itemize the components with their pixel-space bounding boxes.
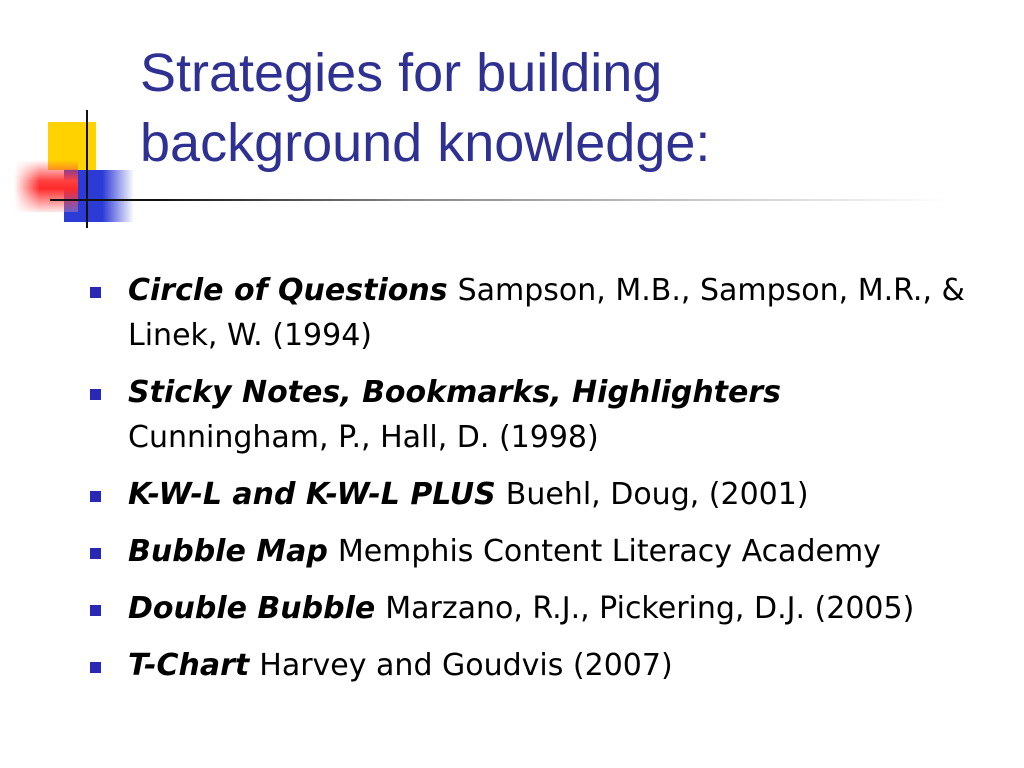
red-square-shape [14, 160, 78, 212]
title-line-2: background knowledge: [140, 113, 711, 173]
list-item [90, 370, 1020, 460]
strategy-citation: Harvey and Goudvis (2007) [259, 648, 673, 683]
slide-title [140, 38, 1000, 178]
list-item [90, 268, 1020, 358]
strategy-citation: Memphis Content Literacy Academy [337, 534, 881, 569]
square-bullet-icon [90, 287, 101, 298]
list-item [90, 643, 1020, 688]
list-item [90, 472, 1020, 517]
square-bullet-icon [90, 491, 101, 502]
strategy-term: Sticky Notes, Bookmarks, Highlighters [128, 375, 782, 410]
strategy-term: Bubble Map [128, 534, 328, 569]
title-underline-rule [50, 199, 950, 201]
square-bullet-icon [90, 389, 101, 400]
strategy-term: T-Chart [128, 648, 250, 683]
square-bullet-icon [90, 662, 101, 673]
strategy-term: Double Bubble [128, 591, 376, 626]
list-item [90, 586, 1020, 631]
square-bullet-icon [90, 605, 101, 616]
corner-decoration [0, 0, 160, 240]
vertical-rule [86, 110, 88, 228]
strategy-citation: Sampson, M.B., Sampson, M.R., & Linek, W. (1994) [128, 273, 965, 353]
strategy-term: K-W-L and K-W-L PLUS [128, 477, 496, 512]
strategy-list [90, 268, 1020, 700]
list-item [90, 529, 1020, 574]
strategy-citation: Marzano, R.J., Pickering, D.J. (2005) [385, 591, 915, 626]
title-line-1: Strategies for building [140, 43, 663, 103]
strategy-citation: Cunningham, P., Hall, D. (1998) [128, 420, 599, 455]
strategy-citation: Buehl, Doug, (2001) [505, 477, 809, 512]
square-bullet-icon [90, 548, 101, 559]
strategy-term: Circle of Questions [128, 273, 448, 308]
